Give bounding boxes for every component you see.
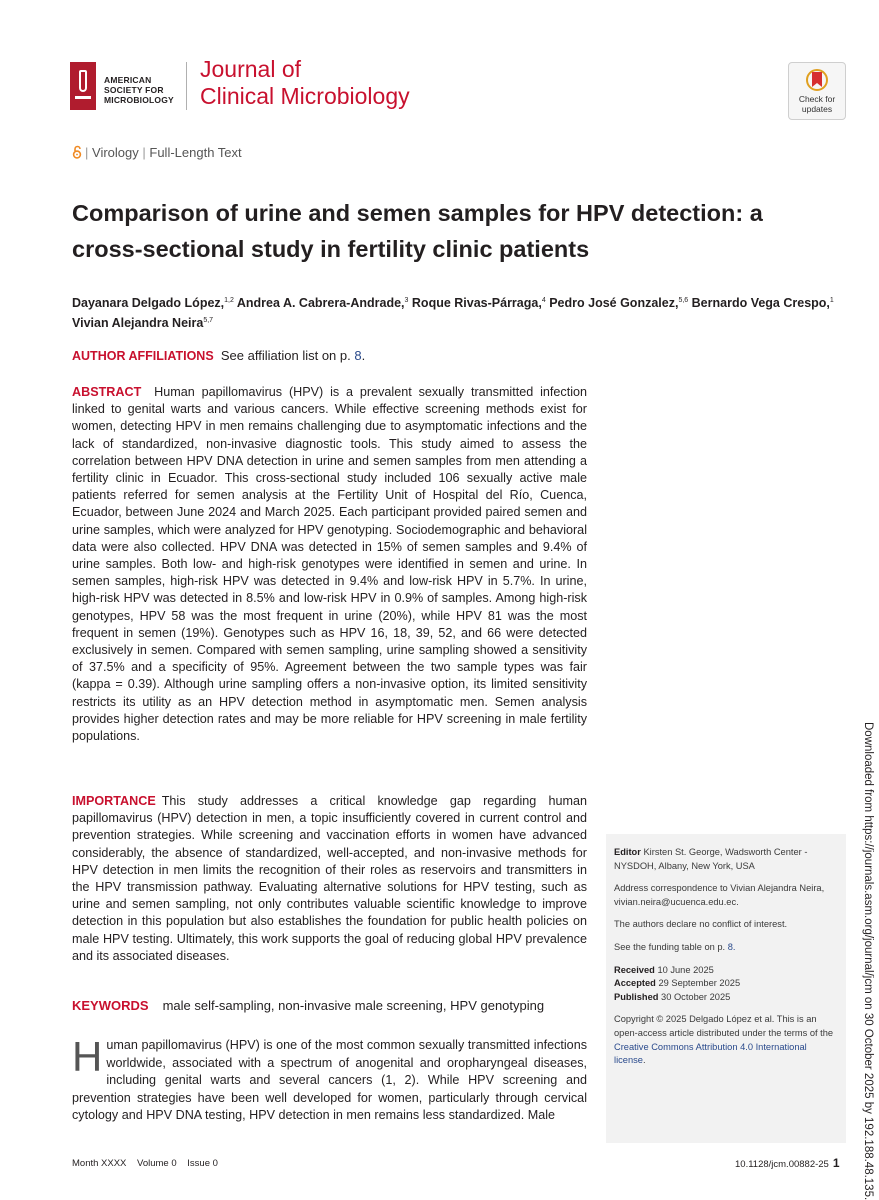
check-for-updates-label: Check for updates xyxy=(798,94,836,114)
intro-paragraph xyxy=(72,1033,587,1125)
author-name[interactable]: Andrea A. Cabrera-Andrade,$^3$ xyxy=(236,296,409,311)
affiliations-page-link[interactable]: 8 xyxy=(354,348,362,363)
author-name[interactable]: Vivian Alejandra Neira$^{5,7}$ xyxy=(72,316,214,331)
intro-text: uman papillomavirus (HPV) is one of the most common sexually transmitted infections worldwide, associated with a spectrum of anogenital and oropharyngeal diseases, including genital warts and several cancers (1, 2). While HPV screening and prevention strategies have been well developed for women, particularly through cervical cytology and HPV DNA testing, HPV detection in men remains less standardized. Male xyxy=(72,1038,587,1123)
header-divider xyxy=(186,62,187,110)
license-link[interactable]: Creative Commons Attribution 4.0 International license xyxy=(614,1041,807,1066)
section-category[interactable]: Virology xyxy=(92,145,139,160)
importance-text: This study addresses a critical knowledge gap regarding human papillomavirus (HPV) detection in men, a topic insufficiently covered in current control and prevention strategies. While screening and vaccination efforts in women have advanced considerably, the absence of standardized, well-accepted, and non-invasive methods for HPV detection in men limits the recognition of their roles as reservoirs and transmitters in the HPV transmission pathway. Evaluating alternative solutions for HPV testing, such as urine and semen sampling, not only contributes valuable scientific knowledge to improve detection in this population but also establishes the foundation for public health policies on male HPV testing. Ultimately, this work supports the goal of reducing global HPV prevalence and its associated diseases. xyxy=(72,794,587,963)
keywords-block xyxy=(72,998,544,1013)
abstract-label: ABSTRACT xyxy=(72,385,142,399)
download-note: Downloaded from https://journals.asm.org/journal/jcm on 30 October 2025 by 192.188.48.135. xyxy=(862,722,874,1200)
importance-block xyxy=(72,793,587,965)
article-info-sidebar xyxy=(606,834,846,1143)
affiliations-label[interactable]: AUTHOR AFFILIATIONS xyxy=(72,349,214,363)
editor-info: Editor Kirsten St. George, Wadsworth Center - NYSDOH, Albany, New York, USA xyxy=(614,847,808,871)
author-name[interactable]: Roque Rivas-Párraga,$^4$ xyxy=(411,296,546,311)
journal-name-line2: Clinical Microbiology xyxy=(200,83,410,109)
correspondence-info: Address correspondence to Vivian Alejandra Neira, vivian.neira@ucuenca.edu.ec. xyxy=(614,883,825,907)
drop-cap: H xyxy=(72,1033,103,1080)
open-access-icon xyxy=(72,145,82,159)
journal-name-line1: Journal of xyxy=(200,56,302,82)
footer-volume: Volume 0 xyxy=(137,1158,177,1169)
doi-link[interactable]: 10.1128/jcm.00882-25 xyxy=(735,1159,829,1170)
funding-info: See the funding table on p. 8. xyxy=(614,941,736,952)
asm-logo-icon xyxy=(70,62,96,110)
author-name[interactable]: Pedro José Gonzalez,$^{5,6}$ xyxy=(549,296,689,311)
importance-label: IMPORTANCE xyxy=(72,794,156,808)
abstract-text: Human papillomavirus (HPV) is a prevalent sexually transmitted infection linked to genital warts and various cancers. While effective screening methods exist for women, detecting HPV in men remains challenging due to asymptomatic infections and the lack of standardized, non-invasive diagnostic tools. This study aimed to assess the correlation between HPV DNA detection in urine and semen samples from men attending a fertility clinic in Ecuador. This cross-sectional study included 106 sexually active male patients referred for semen analysis at the Fertility Unit of Hospital del Río, Cuenca, Ecuador, between June 2024 and March 2025. Each participant provided paired semen and urine samples, which were analyzed for HPV genotyping. Sociodemographic and behavioral data were also collected. HPV DNA was detected in 15% of semen samples and 9.4% of urine samples. Both low- and high-risk genotypes were identified in semen and urine. In semen samples, high-risk HPV was detected in 9.4% and low-risk HPV in 5.7%. In urine, high-risk HPV was detected in 8.5% and low-risk HPV in 0.9% of samples. Among high-risk genotypes, HPV 58 was the most frequent in urine (20%), while HPV 81 was the most frequent in semen (19%). Genotypes such as HPV 16, 18, 39, 52, and 66 were detected exclusively in semen. Compared with semen sampling, urine sampling showed a sensitivity of 37.5% and a specificity of 95%. Agreement between the two sample types was fair (kappa = 0.39). Although urine sampling offers a non-invasive option, its limited sensitivity restricts its utility as an HPV detection method in asymptomatic men. Semen analysis provides higher detection rates and may be more reliable for HPV screening in male fertility populations. xyxy=(72,385,587,744)
footer-month: Month XXXX xyxy=(72,1158,127,1169)
keywords-label: KEYWORDS xyxy=(72,998,149,1013)
footer-doi xyxy=(735,1156,855,1170)
abstract-block xyxy=(72,384,587,745)
check-for-updates-button[interactable] xyxy=(788,62,846,120)
funding-page-link[interactable]: 8. xyxy=(727,941,736,952)
author-list xyxy=(72,292,862,332)
article-dates xyxy=(614,964,838,1005)
footer-issue: Issue 0 xyxy=(187,1158,218,1169)
journal-name[interactable] xyxy=(200,56,500,110)
author-name[interactable]: Bernardo Vega Crespo,$^1$ xyxy=(691,296,834,311)
keywords-text: male self-sampling, non-invasive male screening, HPV genotyping xyxy=(162,998,545,1013)
section-type: Full-Length Text xyxy=(149,145,242,160)
author-name[interactable]: Dayanara Delgado López,$^{1,2}$ xyxy=(72,296,234,311)
page-number: 1 xyxy=(832,1156,840,1170)
society-name: AMERICAN SOCIETY FOR MICROBIOLOGY xyxy=(104,75,174,105)
accepted-date: Accepted 29 September 2025 xyxy=(614,978,741,989)
copyright-notice: Copyright © 2025 Delgado López et al. This is an open-access article distributed under the terms of the Creative Commons Attribution 4.0 International license. xyxy=(614,1014,834,1066)
footer-issue-info xyxy=(72,1158,226,1169)
affiliations-text: See affiliation list on p. xyxy=(220,348,351,363)
article-title: Comparison of urine and semen samples for HPV detection: a cross-sectional study in fertility clinic patients xyxy=(72,200,763,262)
received-date: Received 10 June 2025 xyxy=(614,964,714,975)
conflict-statement: The authors declare no conflict of interest. xyxy=(614,919,788,930)
author-affiliations: AUTHOR AFFILIATIONS See affiliation list on p. 8. xyxy=(72,348,366,363)
bookmark-icon xyxy=(806,69,828,91)
article-section: | Virology | Full-Length Text xyxy=(72,145,242,160)
published-date: Published 30 October 2025 xyxy=(614,991,731,1002)
